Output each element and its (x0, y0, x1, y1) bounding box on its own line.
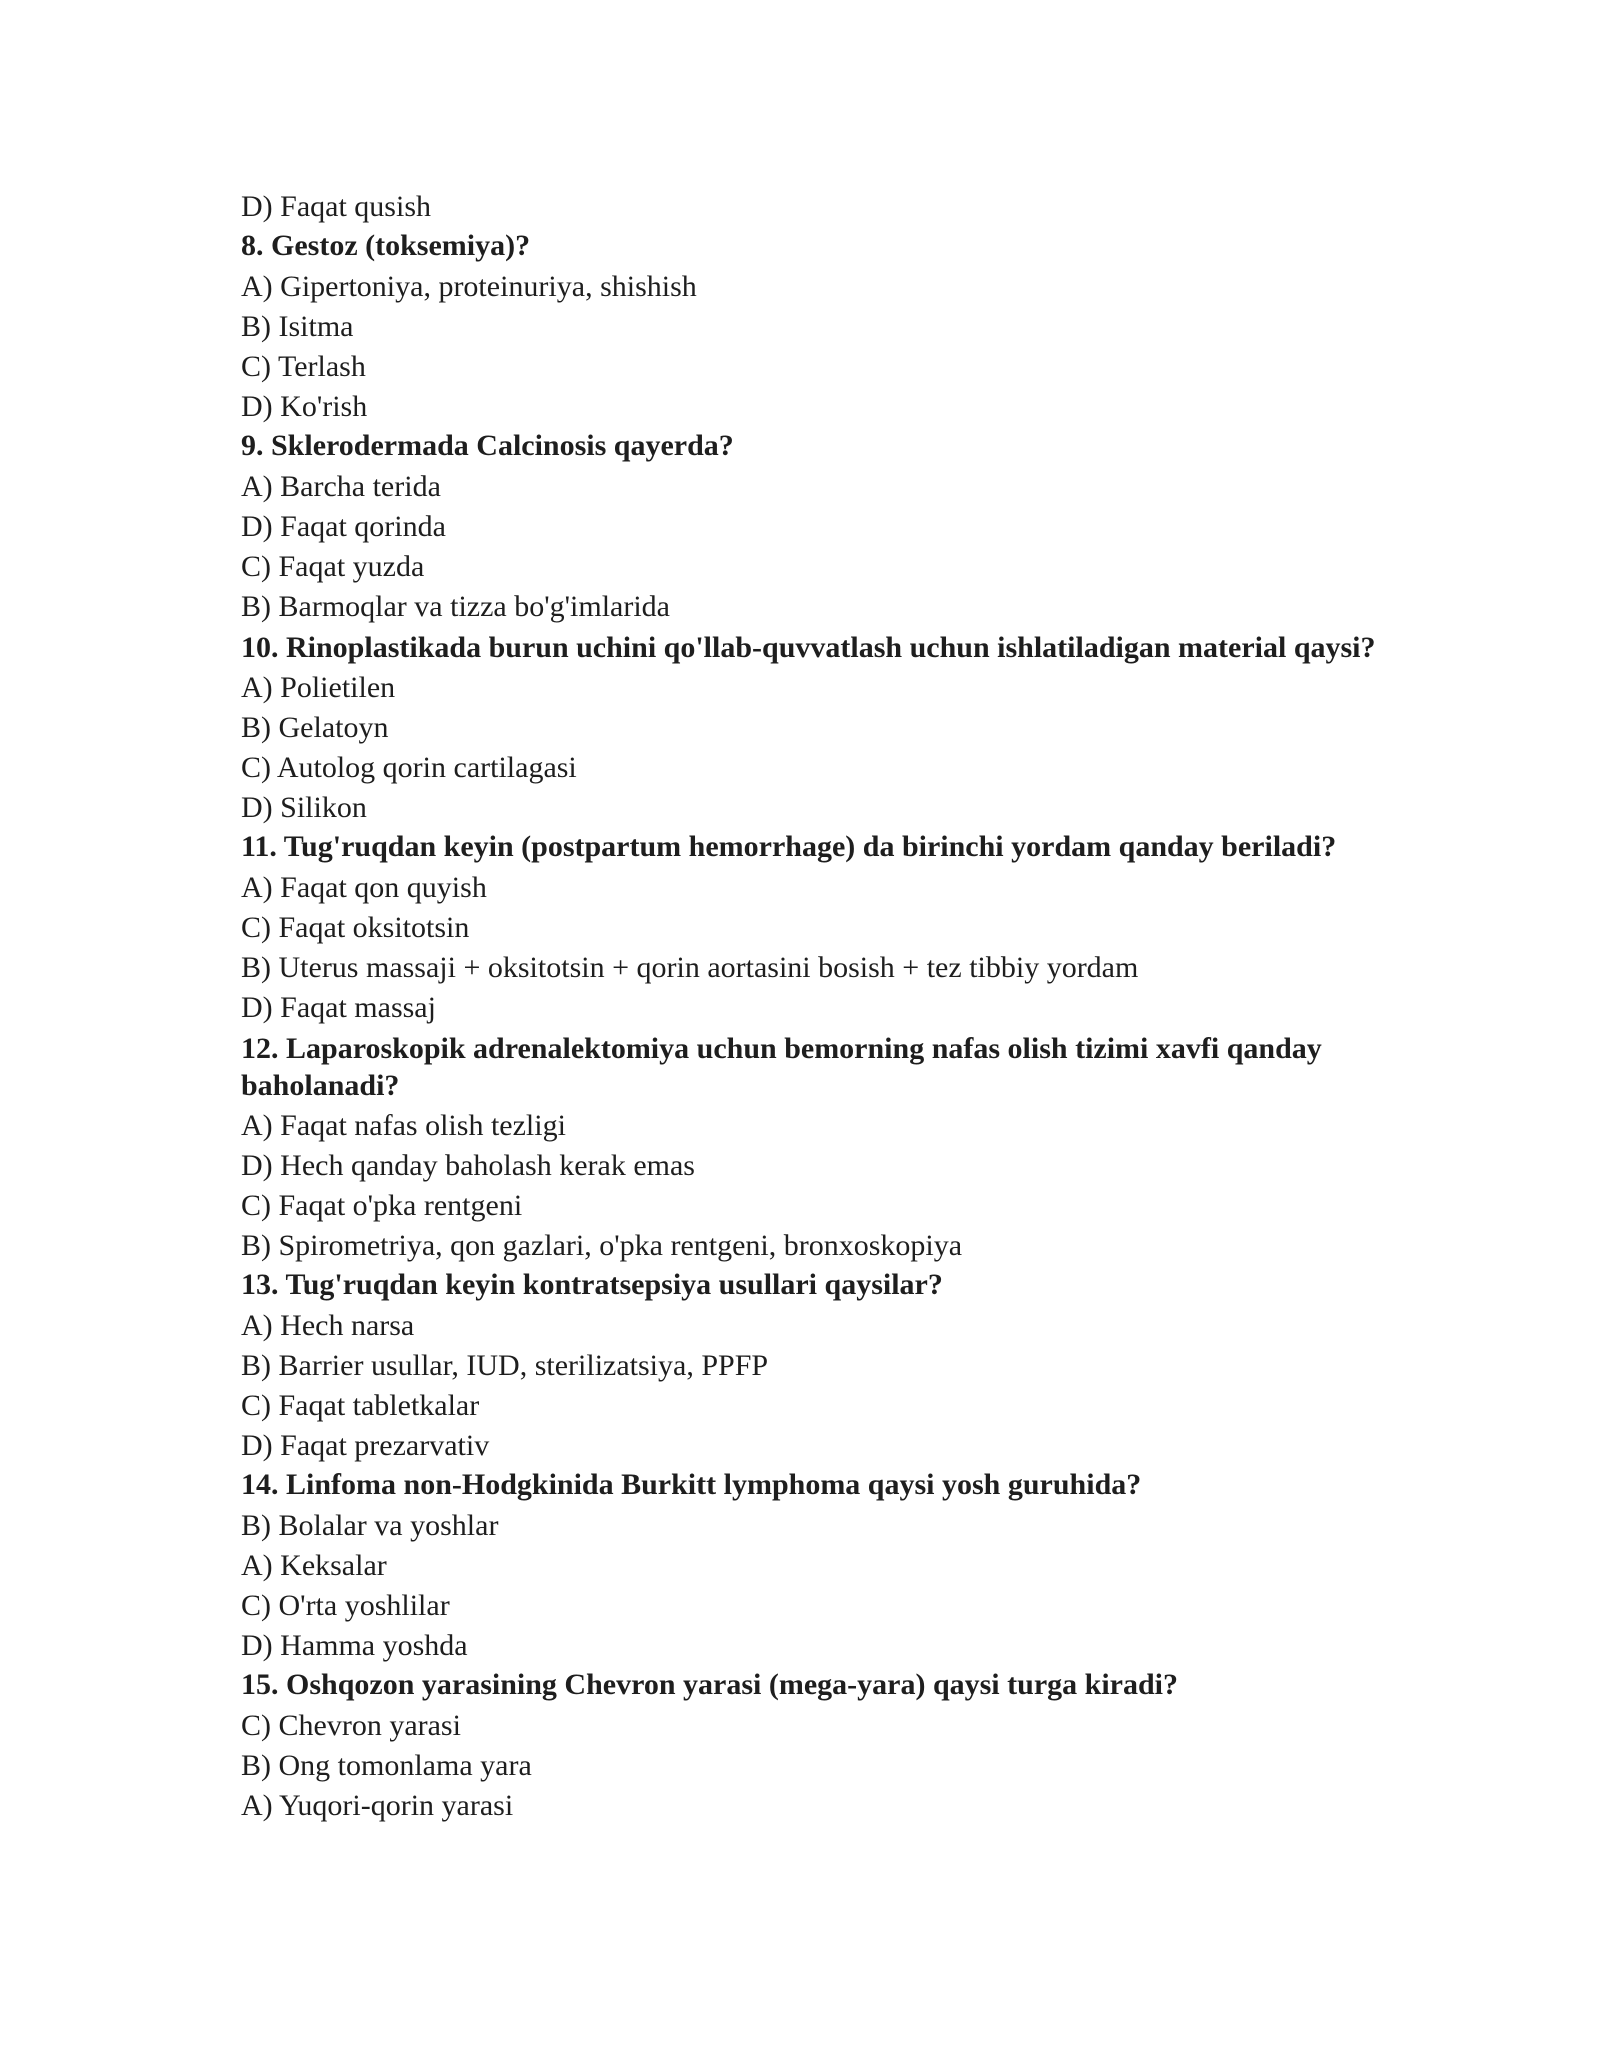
answer-option: D) Silikon (241, 791, 367, 824)
question-heading: 8. Gestoz (toksemiya)? (241, 229, 531, 262)
answer-option: B) Spirometriya, qon gazlari, o'pka rentgeni, bronxoskopiya (241, 1229, 963, 1262)
answer-option: A) Faqat nafas olish tezligi (241, 1109, 566, 1142)
question-heading: 15. Oshqozon yarasining Chevron yarasi (mega-yara) qaysi turga kiradi? (241, 1668, 1178, 1701)
answer-option: B) Isitma (241, 310, 354, 343)
answer-option: D) Ko'rish (241, 390, 368, 423)
answer-option: A) Gipertoniya, proteinuriya, shishish (241, 270, 697, 303)
answer-option: B) Barrier usullar, IUD, sterilizatsiya, PPFP (241, 1349, 769, 1382)
answer-option: D) Faqat qorinda (241, 510, 446, 543)
question-heading: 13. Tug'ruqdan keyin kontratsepsiya usullari qaysilar? (241, 1268, 943, 1301)
answer-option: A) Yuqori-qorin yarasi (241, 1789, 514, 1822)
answer-option: A) Faqat qon quyish (241, 871, 487, 904)
answer-option: B) Uterus massaji + oksitotsin + qorin aortasini bosish + tez tibbiy yordam (241, 951, 1139, 984)
answer-option: D) Hamma yoshda (241, 1629, 468, 1662)
answer-option: A) Hech narsa (241, 1309, 415, 1342)
answer-option: C) O'rta yoshlilar (241, 1589, 450, 1622)
answer-option: C) Faqat yuzda (241, 550, 425, 583)
document-body (241, 187, 1401, 1826)
answer-option: D) Hech qanday baholash kerak emas (241, 1149, 695, 1182)
answer-option: C) Faqat oksitotsin (241, 911, 470, 944)
answer-option: D) Faqat prezarvativ (241, 1429, 490, 1462)
answer-option: C) Terlash (241, 350, 366, 383)
question-heading: 10. Rinoplastikada burun uchini qo'llab-quvvatlash uchun ishlatiladigan material qaysi? (241, 631, 1376, 664)
answer-option: C) Autolog qorin cartilagasi (241, 751, 577, 784)
question-heading: 11. Tug'ruqdan keyin (postpartum hemorrhage) da birinchi yordam qanday beriladi? (241, 830, 1337, 863)
question-heading: 9. Sklerodermada Calcinosis qayerda? (241, 429, 734, 462)
answer-option: A) Barcha terida (241, 470, 441, 503)
answer-option: D) Faqat qusish (241, 190, 431, 223)
answer-option: D) Faqat massaj (241, 991, 436, 1024)
answer-option: C) Faqat tabletkalar (241, 1389, 480, 1422)
answer-option: B) Barmoqlar va tizza bo'g'imlarida (241, 590, 670, 623)
answer-option: B) Ong tomonlama yara (241, 1749, 532, 1782)
question-heading: 12. Laparoskopik adrenalektomiya uchun bemorning nafas olish tizimi xavfi qanday baholanadi? (241, 1032, 1322, 1102)
answer-option: C) Faqat o'pka rentgeni (241, 1189, 523, 1222)
question-heading: 14. Linfoma non-Hodgkinida Burkitt lymphoma qaysi yosh guruhida? (241, 1468, 1142, 1501)
answer-option: A) Polietilen (241, 671, 396, 704)
answer-option: B) Bolalar va yoshlar (241, 1509, 499, 1542)
answer-option: A) Keksalar (241, 1549, 387, 1582)
answer-option: B) Gelatoyn (241, 711, 389, 744)
answer-option: C) Chevron yarasi (241, 1709, 461, 1742)
